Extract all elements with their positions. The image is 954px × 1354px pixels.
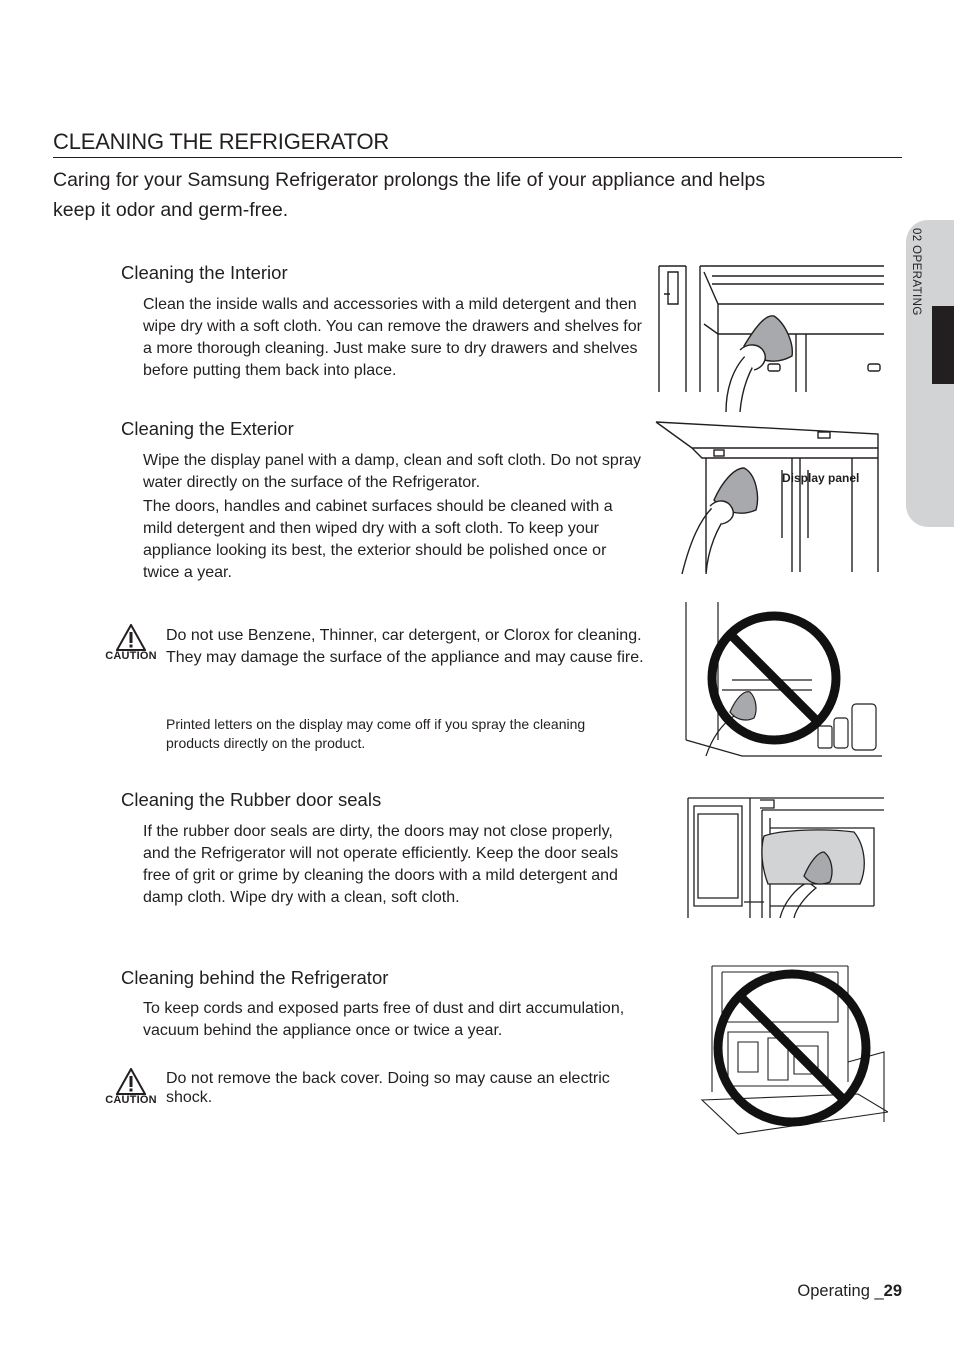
interior-cleaning-illustration (656, 264, 886, 414)
caution-badge (100, 1068, 162, 1118)
exterior-text-2: The doors, handles and cabinet surfaces should be cleaned with a mild detergent and then wiped dry with a soft cloth. To keep your appliance looking its best, the exterior should be polished once or twice a year. (143, 498, 613, 581)
heading-cleaning-interior: Cleaning the Interior (121, 262, 288, 283)
caution-label: CAUTION (105, 650, 157, 662)
heading-cleaning-behind: Cleaning behind the Refrigerator (121, 967, 389, 988)
no-back-cover-removal-illustration (698, 962, 888, 1136)
intro-text: Caring for your Samsung Refrigerator prolongs the life of your appliance and helps keep it odor and germ-free. (53, 169, 766, 221)
door-seal-cleaning-illustration (684, 796, 886, 920)
exterior-text-1: Wipe the display panel with a damp, clean and soft cloth. Do not spray water directly on the surface of the Refrigerator. (143, 452, 642, 491)
page-number: 29 (883, 1282, 902, 1300)
caution-label: CAUTION (105, 1094, 157, 1106)
no-chemicals-illustration (682, 600, 882, 760)
warning-triangle-icon (116, 624, 146, 651)
warning-triangle-icon (116, 1068, 146, 1095)
page-footer (797, 1282, 902, 1301)
exterior-cleaning-illustration (652, 418, 884, 574)
caution-text-chemicals: Do not use Benzene, Thinner, car detergent, or Clorox for cleaning. They may damage the surface of the appliance and may cause fire. (166, 627, 644, 666)
caution-badge (100, 624, 162, 674)
side-tab-marker (932, 306, 954, 384)
display-panel-label: Display panel (782, 471, 860, 485)
heading-cleaning-rubber-seals: Cleaning the Rubber door seals (121, 789, 382, 810)
rubber-seals-text: If the rubber door seals are dirty, the doors may not close properly, and the Refrigerator will not operate efficiently. Keep the door seals free of grit or grime by cleaning the doors with a mild detergent and damp cloth. Wipe dry with a clean, soft cloth. (143, 823, 619, 906)
page-title: CLEANING THE REFRIGERATOR (53, 128, 902, 158)
caution-text-back-cover: Do not remove the back cover. Doing so may cause an electric shock. (166, 1070, 610, 1106)
side-tab-label: 02 OPERATING (910, 228, 922, 316)
note-printed-letters: Printed letters on the display may come off if you spray the cleaning products directly on the product. (166, 716, 586, 751)
footer-section: Operating _ (797, 1282, 884, 1300)
behind-text: To keep cords and exposed parts free of dust and dirt accumulation, vacuum behind the appliance once or twice a year. (143, 1000, 625, 1039)
heading-cleaning-exterior: Cleaning the Exterior (121, 418, 294, 439)
interior-text: Clean the inside walls and accessories with a mild detergent and then wipe dry with a soft cloth. You can remove the drawers and shelves for a more thorough cleaning. Just make sure to dry drawers and shelves before putting them back into place. (143, 296, 642, 379)
